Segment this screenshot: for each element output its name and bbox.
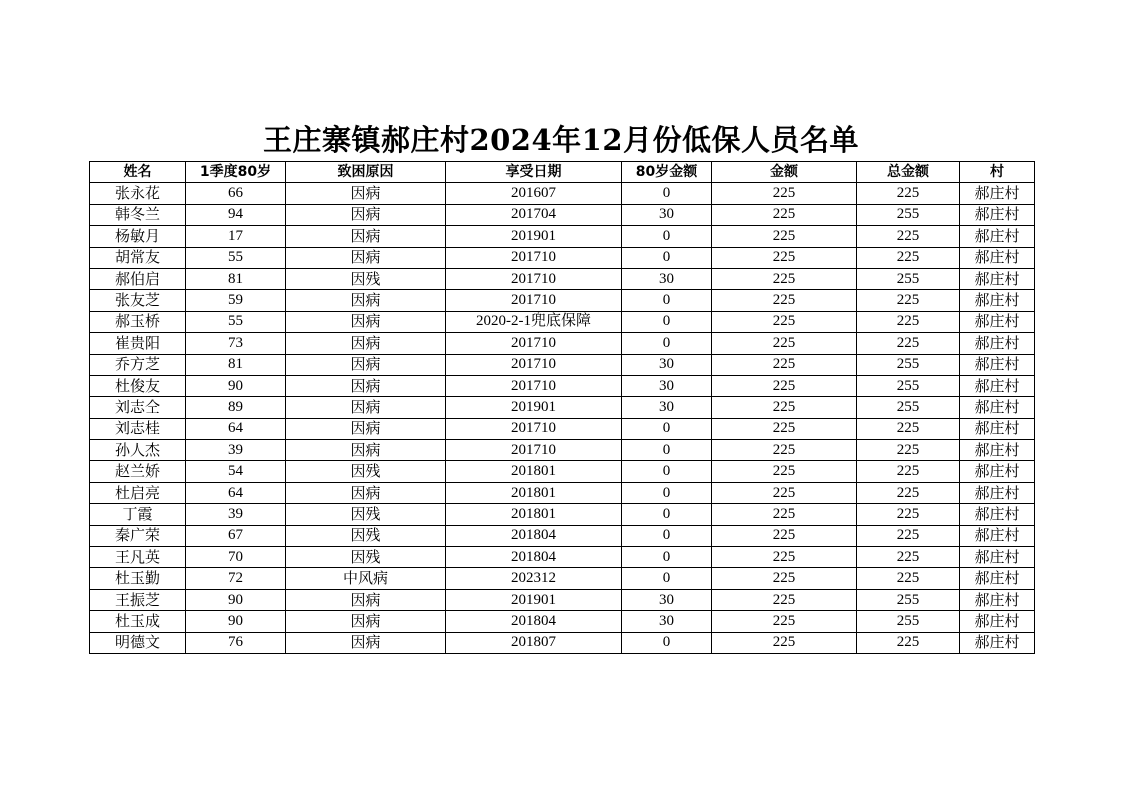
- cell-hardship-reason: 因病: [286, 632, 446, 653]
- cell-q1-age-80: 54: [186, 461, 286, 482]
- table-row: [90, 440, 1035, 461]
- cell-q1-age-80: 81: [186, 354, 286, 375]
- cell-start-date: 201801: [446, 504, 622, 525]
- cell-q1-age-80: 70: [186, 547, 286, 568]
- cell-name: 杜俊友: [90, 375, 186, 396]
- cell-q1-age-80: 67: [186, 525, 286, 546]
- cell-q1-age-80: 55: [186, 311, 286, 332]
- cell-amount: 225: [712, 611, 857, 632]
- cell-amount: 225: [712, 461, 857, 482]
- cell-q1-age-80: 17: [186, 226, 286, 247]
- cell-start-date: 201807: [446, 632, 622, 653]
- table-row: [90, 504, 1035, 525]
- cell-q1-age-80: 64: [186, 418, 286, 439]
- cell-amount: 225: [712, 632, 857, 653]
- table-row: [90, 568, 1035, 589]
- cell-village: 郝庄村: [960, 290, 1035, 311]
- cell-hardship-reason: 因病: [286, 311, 446, 332]
- cell-q1-age-80: 90: [186, 589, 286, 610]
- cell-hardship-reason: 因病: [286, 226, 446, 247]
- cell-amount: 225: [712, 290, 857, 311]
- beneficiary-table: [89, 161, 1035, 654]
- cell-q1-age-80: 94: [186, 204, 286, 225]
- cell-name: 胡常友: [90, 247, 186, 268]
- cell-age-80-amount: 0: [622, 504, 712, 525]
- cell-village: 郝庄村: [960, 247, 1035, 268]
- cell-total-amount: 225: [857, 440, 960, 461]
- cell-amount: 225: [712, 418, 857, 439]
- cell-village: 郝庄村: [960, 333, 1035, 354]
- table-row: [90, 333, 1035, 354]
- document-title: 王庄寨镇郝庄村2024年12月份低保人员名单: [262, 123, 860, 157]
- cell-age-80-amount: 30: [622, 354, 712, 375]
- cell-total-amount: 255: [857, 589, 960, 610]
- cell-total-amount: 225: [857, 547, 960, 568]
- cell-hardship-reason: 因病: [286, 333, 446, 354]
- cell-age-80-amount: 30: [622, 204, 712, 225]
- cell-name: 刘志桂: [90, 418, 186, 439]
- cell-village: 郝庄村: [960, 418, 1035, 439]
- cell-village: 郝庄村: [960, 440, 1035, 461]
- table-row: [90, 397, 1035, 418]
- cell-age-80-amount: 0: [622, 418, 712, 439]
- header-village: 村: [960, 162, 1035, 183]
- cell-start-date: 201710: [446, 440, 622, 461]
- cell-total-amount: 255: [857, 204, 960, 225]
- cell-name: 郝伯启: [90, 268, 186, 289]
- cell-village: 郝庄村: [960, 547, 1035, 568]
- cell-amount: 225: [712, 504, 857, 525]
- cell-q1-age-80: 64: [186, 482, 286, 503]
- cell-amount: 225: [712, 397, 857, 418]
- table-row: [90, 311, 1035, 332]
- cell-village: 郝庄村: [960, 311, 1035, 332]
- table-header-row: [90, 162, 1035, 183]
- cell-amount: 225: [712, 568, 857, 589]
- cell-amount: 225: [712, 440, 857, 461]
- cell-amount: 225: [712, 375, 857, 396]
- cell-amount: 225: [712, 482, 857, 503]
- cell-hardship-reason: 因病: [286, 183, 446, 204]
- cell-amount: 225: [712, 183, 857, 204]
- header-hardship-reason: 致困原因: [286, 162, 446, 183]
- cell-q1-age-80: 72: [186, 568, 286, 589]
- cell-amount: 225: [712, 226, 857, 247]
- cell-name: 张友芝: [90, 290, 186, 311]
- cell-q1-age-80: 81: [186, 268, 286, 289]
- cell-start-date: 201710: [446, 247, 622, 268]
- cell-start-date: 201801: [446, 482, 622, 503]
- header-name: 姓名: [90, 162, 186, 183]
- cell-age-80-amount: 0: [622, 440, 712, 461]
- cell-village: 郝庄村: [960, 226, 1035, 247]
- cell-start-date: 201901: [446, 226, 622, 247]
- cell-start-date: 201901: [446, 589, 622, 610]
- table-row: [90, 247, 1035, 268]
- cell-name: 秦广荣: [90, 525, 186, 546]
- table-row: [90, 204, 1035, 225]
- cell-amount: 225: [712, 589, 857, 610]
- cell-hardship-reason: 因残: [286, 461, 446, 482]
- cell-total-amount: 225: [857, 504, 960, 525]
- cell-village: 郝庄村: [960, 397, 1035, 418]
- cell-total-amount: 225: [857, 333, 960, 354]
- cell-amount: 225: [712, 311, 857, 332]
- cell-total-amount: 225: [857, 525, 960, 546]
- cell-village: 郝庄村: [960, 568, 1035, 589]
- table-row: [90, 268, 1035, 289]
- cell-start-date: 201804: [446, 525, 622, 546]
- cell-amount: 225: [712, 333, 857, 354]
- cell-village: 郝庄村: [960, 204, 1035, 225]
- cell-amount: 225: [712, 354, 857, 375]
- cell-name: 丁霞: [90, 504, 186, 525]
- cell-amount: 225: [712, 268, 857, 289]
- cell-age-80-amount: 0: [622, 482, 712, 503]
- table-row: [90, 611, 1035, 632]
- cell-hardship-reason: 因病: [286, 482, 446, 503]
- table-row: [90, 482, 1035, 503]
- cell-hardship-reason: 因病: [286, 397, 446, 418]
- table-row: [90, 525, 1035, 546]
- table-row: [90, 461, 1035, 482]
- cell-q1-age-80: 76: [186, 632, 286, 653]
- cell-hardship-reason: 因残: [286, 547, 446, 568]
- header-start-date: 享受日期: [446, 162, 622, 183]
- cell-age-80-amount: 30: [622, 397, 712, 418]
- table-body: [90, 183, 1035, 654]
- cell-start-date: 201804: [446, 611, 622, 632]
- cell-start-date: 201607: [446, 183, 622, 204]
- table-row: [90, 418, 1035, 439]
- cell-hardship-reason: 因病: [286, 204, 446, 225]
- cell-hardship-reason: 因病: [286, 611, 446, 632]
- cell-total-amount: 255: [857, 268, 960, 289]
- table-row: [90, 547, 1035, 568]
- cell-q1-age-80: 55: [186, 247, 286, 268]
- cell-q1-age-80: 39: [186, 440, 286, 461]
- cell-start-date: 201710: [446, 375, 622, 396]
- cell-hardship-reason: 中风病: [286, 568, 446, 589]
- cell-start-date: 2020-2-1兜底保障: [446, 311, 622, 332]
- cell-age-80-amount: 30: [622, 268, 712, 289]
- cell-q1-age-80: 59: [186, 290, 286, 311]
- cell-q1-age-80: 66: [186, 183, 286, 204]
- cell-total-amount: 225: [857, 290, 960, 311]
- cell-total-amount: 255: [857, 354, 960, 375]
- cell-name: 王振芝: [90, 589, 186, 610]
- cell-age-80-amount: 30: [622, 611, 712, 632]
- cell-age-80-amount: 0: [622, 183, 712, 204]
- cell-age-80-amount: 0: [622, 290, 712, 311]
- cell-village: 郝庄村: [960, 461, 1035, 482]
- cell-start-date: 201710: [446, 268, 622, 289]
- cell-q1-age-80: 90: [186, 611, 286, 632]
- cell-start-date: 201804: [446, 547, 622, 568]
- cell-village: 郝庄村: [960, 375, 1035, 396]
- cell-q1-age-80: 73: [186, 333, 286, 354]
- cell-name: 刘志仝: [90, 397, 186, 418]
- cell-village: 郝庄村: [960, 354, 1035, 375]
- cell-total-amount: 225: [857, 247, 960, 268]
- cell-total-amount: 255: [857, 375, 960, 396]
- cell-amount: 225: [712, 547, 857, 568]
- cell-q1-age-80: 90: [186, 375, 286, 396]
- cell-hardship-reason: 因病: [286, 589, 446, 610]
- cell-start-date: 201801: [446, 461, 622, 482]
- cell-total-amount: 225: [857, 632, 960, 653]
- cell-total-amount: 255: [857, 611, 960, 632]
- cell-name: 郝玉桥: [90, 311, 186, 332]
- cell-name: 乔方芝: [90, 354, 186, 375]
- cell-amount: 225: [712, 525, 857, 546]
- cell-name: 杜玉勤: [90, 568, 186, 589]
- cell-hardship-reason: 因病: [286, 375, 446, 396]
- cell-q1-age-80: 39: [186, 504, 286, 525]
- table-row: [90, 226, 1035, 247]
- cell-hardship-reason: 因病: [286, 418, 446, 439]
- table-row: [90, 183, 1035, 204]
- cell-age-80-amount: 0: [622, 333, 712, 354]
- cell-name: 杜启亮: [90, 482, 186, 503]
- cell-hardship-reason: 因残: [286, 525, 446, 546]
- table-row: [90, 375, 1035, 396]
- header-amount: 金额: [712, 162, 857, 183]
- cell-hardship-reason: 因残: [286, 268, 446, 289]
- cell-name: 张永花: [90, 183, 186, 204]
- cell-q1-age-80: 89: [186, 397, 286, 418]
- cell-name: 赵兰娇: [90, 461, 186, 482]
- cell-start-date: 201901: [446, 397, 622, 418]
- cell-age-80-amount: 0: [622, 247, 712, 268]
- cell-start-date: 201710: [446, 290, 622, 311]
- cell-hardship-reason: 因病: [286, 290, 446, 311]
- cell-age-80-amount: 0: [622, 461, 712, 482]
- table-row: [90, 589, 1035, 610]
- cell-amount: 225: [712, 247, 857, 268]
- cell-age-80-amount: 0: [622, 525, 712, 546]
- cell-village: 郝庄村: [960, 525, 1035, 546]
- cell-name: 孙人杰: [90, 440, 186, 461]
- cell-start-date: 201704: [446, 204, 622, 225]
- cell-age-80-amount: 0: [622, 568, 712, 589]
- table-row: [90, 290, 1035, 311]
- cell-total-amount: 225: [857, 226, 960, 247]
- cell-hardship-reason: 因病: [286, 440, 446, 461]
- cell-amount: 225: [712, 204, 857, 225]
- cell-name: 韩冬兰: [90, 204, 186, 225]
- cell-village: 郝庄村: [960, 482, 1035, 503]
- cell-total-amount: 225: [857, 183, 960, 204]
- cell-hardship-reason: 因残: [286, 504, 446, 525]
- header-total-amount: 总金额: [857, 162, 960, 183]
- cell-village: 郝庄村: [960, 632, 1035, 653]
- cell-total-amount: 225: [857, 418, 960, 439]
- cell-age-80-amount: 0: [622, 547, 712, 568]
- cell-age-80-amount: 0: [622, 226, 712, 247]
- cell-total-amount: 225: [857, 311, 960, 332]
- cell-hardship-reason: 因病: [286, 247, 446, 268]
- cell-total-amount: 225: [857, 461, 960, 482]
- cell-age-80-amount: 0: [622, 311, 712, 332]
- cell-total-amount: 225: [857, 568, 960, 589]
- cell-start-date: 202312: [446, 568, 622, 589]
- cell-total-amount: 255: [857, 397, 960, 418]
- table-row: [90, 354, 1035, 375]
- header-q1-age-80: 1季度80岁: [186, 162, 286, 183]
- cell-name: 明德文: [90, 632, 186, 653]
- cell-hardship-reason: 因病: [286, 354, 446, 375]
- cell-total-amount: 225: [857, 482, 960, 503]
- cell-age-80-amount: 30: [622, 589, 712, 610]
- cell-village: 郝庄村: [960, 183, 1035, 204]
- cell-village: 郝庄村: [960, 611, 1035, 632]
- cell-start-date: 201710: [446, 418, 622, 439]
- cell-village: 郝庄村: [960, 504, 1035, 525]
- cell-name: 崔贵阳: [90, 333, 186, 354]
- cell-start-date: 201710: [446, 333, 622, 354]
- cell-age-80-amount: 30: [622, 375, 712, 396]
- cell-name: 王凡英: [90, 547, 186, 568]
- cell-start-date: 201710: [446, 354, 622, 375]
- cell-name: 杜玉成: [90, 611, 186, 632]
- cell-name: 杨敏月: [90, 226, 186, 247]
- cell-age-80-amount: 0: [622, 632, 712, 653]
- cell-village: 郝庄村: [960, 589, 1035, 610]
- table-row: [90, 632, 1035, 653]
- header-age-80-amount: 80岁金额: [622, 162, 712, 183]
- cell-village: 郝庄村: [960, 268, 1035, 289]
